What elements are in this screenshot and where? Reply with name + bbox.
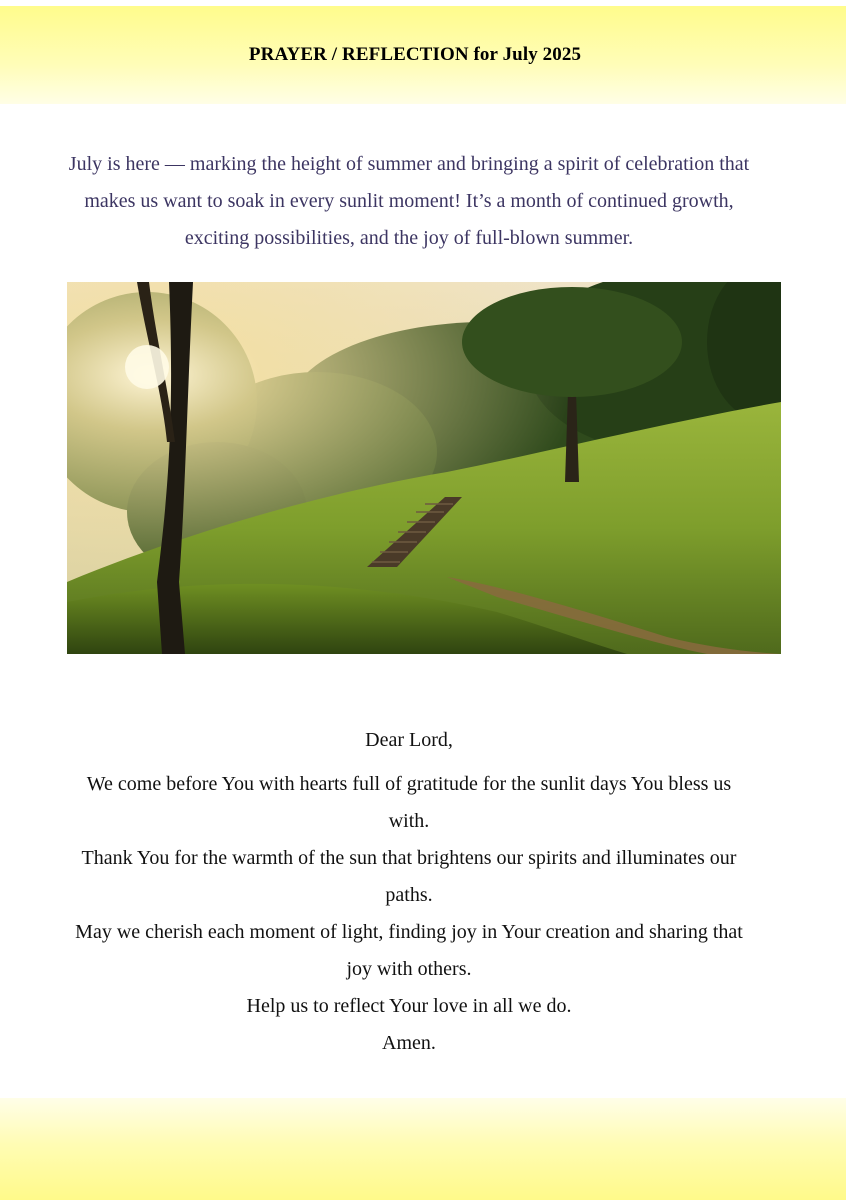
prayer-salutation: Dear Lord, <box>365 729 453 751</box>
prayer-line: We come before You with hearts full of gratitude for the sunlit days You bless us with. <box>86 773 732 832</box>
prayer-line: Help us to reflect Your love in all we do. <box>246 995 572 1017</box>
prayer-line: Thank You for the warmth of the sun that brightens our spirits and illuminates our paths. <box>81 847 737 906</box>
prayer-block <box>66 722 752 1062</box>
prayer-line: May we cherish each moment of light, finding joy in Your creation and sharing that joy with others. <box>75 921 743 980</box>
prayer-closing: Amen. <box>382 1032 436 1054</box>
page-title: PRAYER / REFLECTION for July 2025 <box>248 44 582 65</box>
summer-landscape-photo <box>67 282 781 654</box>
intro-paragraph: July is here — marking the height of summer and bringing a spirit of celebration that makes us want to soak in every sunlit moment! It’s a month of continued growth, exciting possibilities, and the joy of full-blown summer. <box>68 153 750 249</box>
footer-band <box>0 1098 846 1200</box>
